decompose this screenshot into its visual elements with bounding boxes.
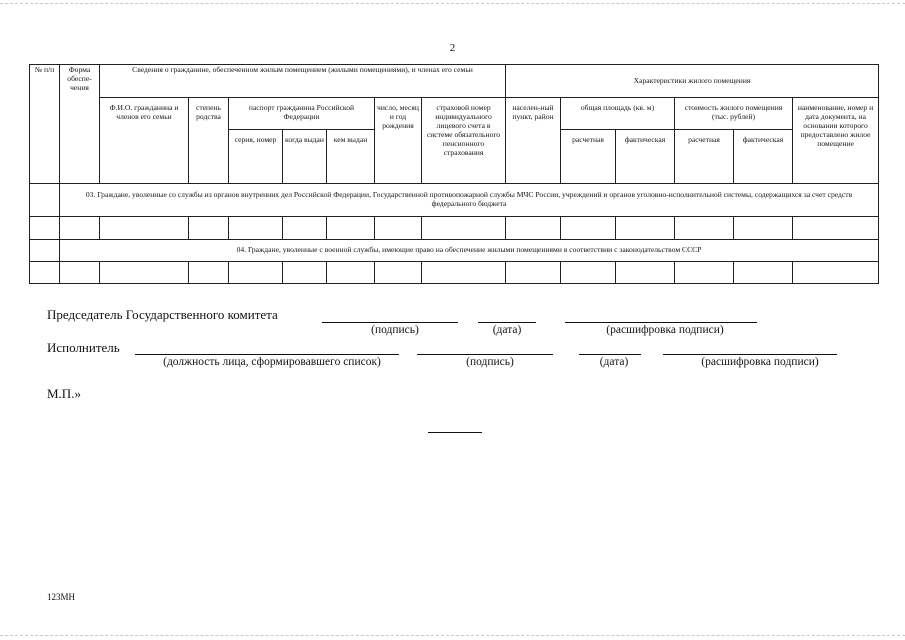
header-area-estimated: расчетная	[561, 130, 616, 184]
chairman-signature-caption: (подпись)	[371, 324, 419, 336]
scan-edge-bottom	[0, 635, 905, 636]
header-birth-date: число, месяц и год рождения	[375, 98, 422, 184]
page-number: 2	[449, 42, 456, 54]
header-issued-when: когда выдан	[283, 130, 327, 184]
executor-label: Исполнитель	[47, 340, 120, 355]
header-housing-cost: стоимость жилого помещения (тыс. рублей)	[675, 98, 793, 130]
header-form: Форма обеспе-чения	[60, 65, 100, 184]
executor-signature-caption: (подпись)	[466, 356, 514, 368]
chairman-date-caption: (дата)	[492, 324, 522, 336]
executor-date-line[interactable]	[579, 354, 641, 355]
group-04-num-cell	[30, 240, 60, 262]
chairman-signature-line[interactable]	[322, 322, 458, 323]
header-area-actual: фактическая	[616, 130, 675, 184]
executor-position-line[interactable]	[135, 354, 399, 355]
executor-signature-line[interactable]	[417, 354, 553, 355]
header-fio: Ф.И.О. гражданина и членов его семьи	[100, 98, 189, 184]
header-housing-characteristics: Характеристики жилого помещения	[506, 65, 879, 98]
table-row	[30, 262, 879, 284]
header-locality: населен-ный пункт, район	[506, 98, 561, 184]
group-03-num-cell	[30, 184, 60, 217]
stamp-placeholder: М.П.»	[47, 386, 81, 401]
chairman-date-line[interactable]	[478, 322, 536, 323]
chairman-decoding-caption: (расшифровка подписи)	[606, 324, 724, 336]
table-row	[30, 217, 879, 240]
header-cost-estimated: расчетная	[675, 130, 734, 184]
header-series-number: серия, номер	[229, 130, 283, 184]
header-kinship: степень родства	[189, 98, 229, 184]
executor-decoding-line[interactable]	[663, 354, 837, 355]
executor-date-caption: (дата)	[599, 356, 629, 368]
chairman-label: Председатель Государственного комитета	[47, 307, 278, 322]
header-num: № п/п	[30, 65, 60, 184]
header-cost-actual: фактическая	[734, 130, 793, 184]
group-03-title: 03. Граждане, уволенные со службы из органов внутренних дел Российской Федерации, Государственной противопожарной службы МЧС России, учреждений и органов уголовно-исполнительной системы, содержащихся за счет средств федерального бюджета	[60, 184, 879, 217]
housing-register-table	[29, 64, 879, 284]
header-insurance-number: страховой номер индивидуального лицевого счета в системе обязательного пенсионного страхования	[422, 98, 506, 184]
header-issued-by: кем выдан	[327, 130, 375, 184]
scan-edge-top	[0, 3, 905, 4]
header-citizen-info: Сведения о гражданине, обеспеченном жилым помещением (жилыми помещениями), и членах его семьи	[100, 65, 506, 98]
center-separator-line	[428, 432, 482, 433]
group-04-title: 04. Граждане, уволенные с военной службы, имеющие право на обеспечение жилыми помещениями в соответствии с законодательством СССР	[60, 240, 879, 262]
footer-code: 123МН	[47, 592, 76, 602]
executor-decoding-caption: (расшифровка подписи)	[701, 356, 819, 368]
header-document: наименование, номер и дата документа, на основании которого предоставлено жилое помещение	[793, 98, 879, 184]
chairman-decoding-line[interactable]	[565, 322, 757, 323]
header-passport: паспорт гражданина Российской Федерации	[229, 98, 375, 130]
header-total-area: общая площадь (кв. м)	[561, 98, 675, 130]
executor-position-caption: (должность лица, сформировавшего список)	[163, 356, 381, 368]
